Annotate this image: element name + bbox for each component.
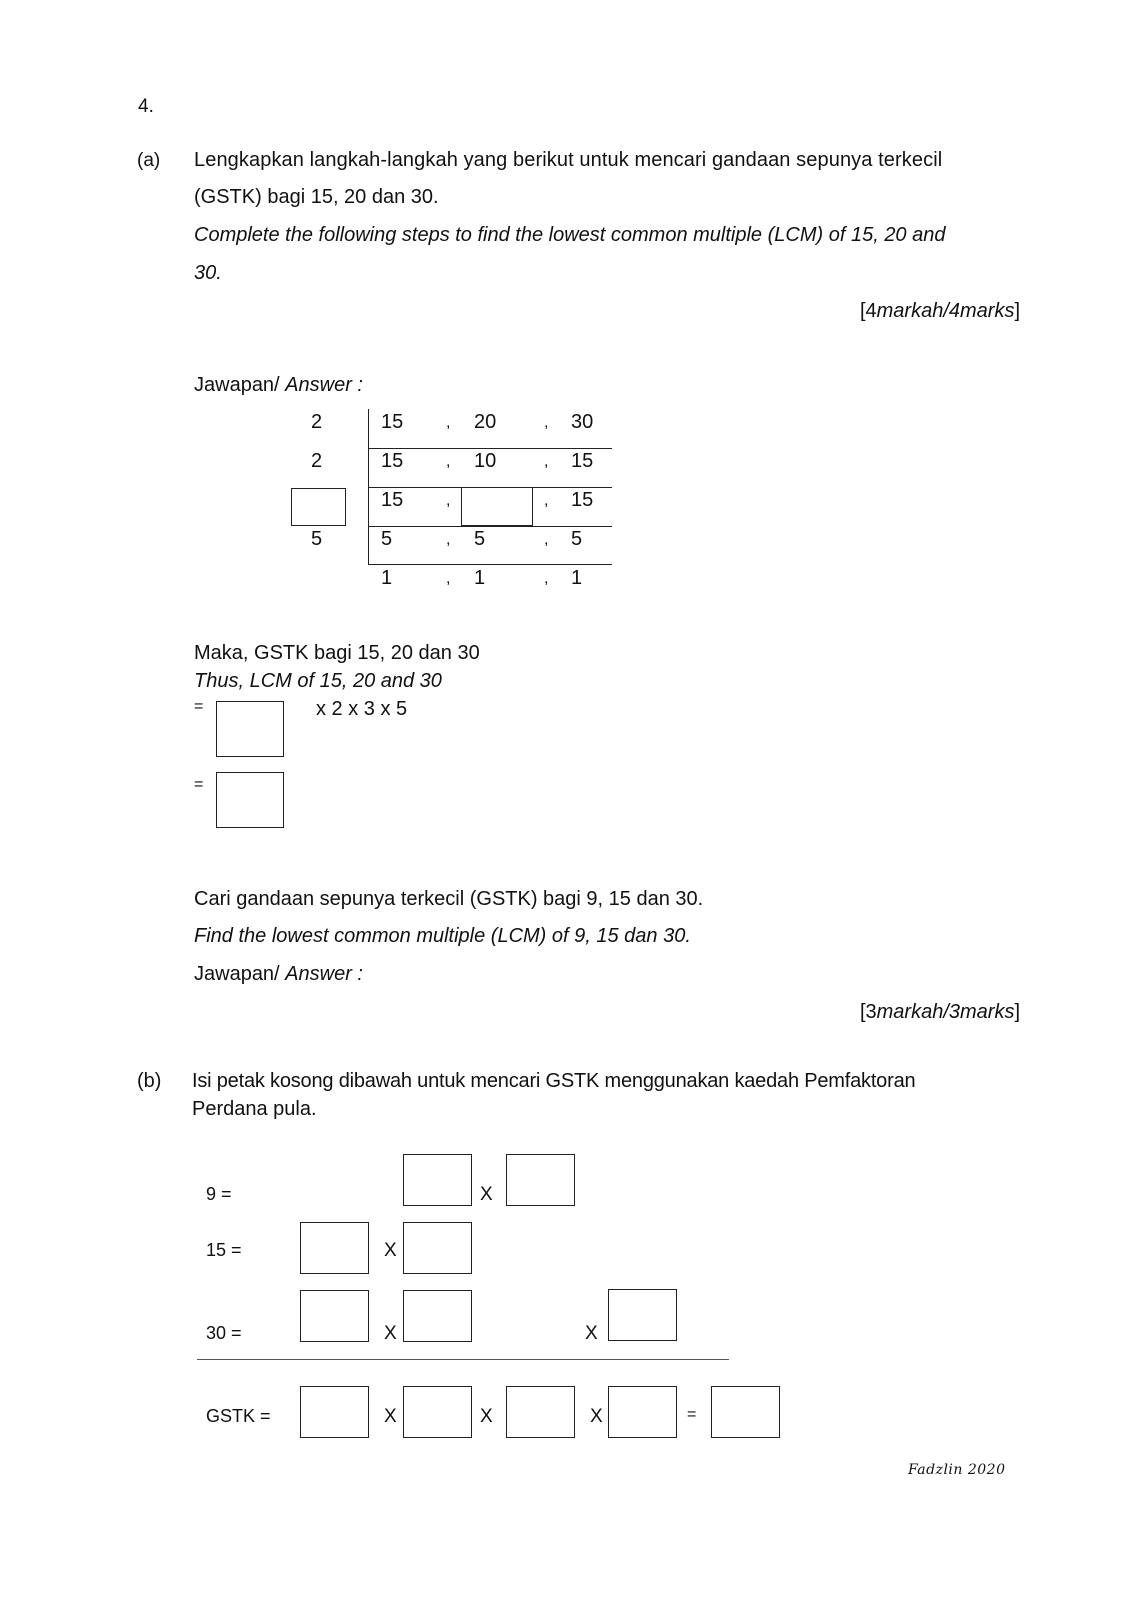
factor-box-15-a[interactable] <box>300 1222 369 1274</box>
question-number: 4. <box>138 96 154 117</box>
answer-label <box>194 374 363 397</box>
marks2-open: [3 <box>859 1001 877 1023</box>
marks-open: [4 <box>859 300 877 322</box>
cell-r3-c3: 15 <box>571 489 594 511</box>
sum-divider <box>197 1359 729 1360</box>
cell-r2-c1: 15 <box>381 450 404 472</box>
factor-box-9-b[interactable] <box>506 1154 575 1206</box>
marks-3 <box>860 1001 1020 1024</box>
divisor-answer-box[interactable] <box>291 488 346 526</box>
times-sign: X <box>384 1406 397 1427</box>
comma: , <box>446 531 451 548</box>
gstk-box-4[interactable] <box>608 1386 677 1438</box>
product-tail: x 2 x 3 x 5 <box>316 698 408 720</box>
part-a-english-line1: Complete the following steps to find the lowest common multiple (LCM) of 15, 20 and <box>194 224 946 246</box>
cell-r4-c1: 5 <box>381 528 393 550</box>
factor-box-30-a[interactable] <box>300 1290 369 1342</box>
gstk-box-3[interactable] <box>506 1386 575 1438</box>
factor-box-30-b[interactable] <box>403 1290 472 1342</box>
comma: , <box>544 492 549 509</box>
cell-r4-c3: 5 <box>571 528 583 550</box>
cell-r4-c2: 5 <box>474 528 486 550</box>
cell-r1-c2: 20 <box>474 411 497 433</box>
marks2-close: ] <box>1014 1001 1020 1023</box>
comma: , <box>446 414 451 431</box>
marks-close: ] <box>1014 300 1020 322</box>
author-signature: Fadzlin 2020 <box>908 1462 1006 1478</box>
thus-english: Thus, LCM of 15, 20 and 30 <box>194 670 442 692</box>
answer-label-english: Answer : <box>285 374 363 396</box>
answer-label-2-malay: Jawapan/ <box>194 963 286 985</box>
row-label-15: 15 = <box>206 1240 242 1260</box>
equals-sign-2: = <box>194 776 204 793</box>
table-line-1 <box>368 448 612 449</box>
comma: , <box>446 492 451 509</box>
factor-box-30-c[interactable] <box>608 1289 677 1341</box>
comma: , <box>544 570 549 587</box>
cell-r1-c3: 30 <box>571 411 594 433</box>
cell-r5-c1: 1 <box>381 567 393 589</box>
table-line-3 <box>368 526 612 527</box>
comma: , <box>446 570 451 587</box>
marks2-text: markah/3marks <box>876 1001 1015 1023</box>
gstk-box-1[interactable] <box>300 1386 369 1438</box>
comma: , <box>544 531 549 548</box>
gstk-result-box[interactable] <box>711 1386 780 1438</box>
part-a-english-line2: 30. <box>194 262 222 284</box>
marks-4 <box>860 300 1020 323</box>
gstk-label: GSTK = <box>206 1406 271 1426</box>
answer-label-2-english: Answer : <box>285 963 363 985</box>
comma: , <box>544 453 549 470</box>
part-b-instruction-line1: Isi petak kosong dibawah untuk mencari GSTK menggunakan kaedah Pemfaktoran <box>192 1070 916 1092</box>
equals-sign-1: = <box>194 698 204 715</box>
comma: , <box>544 414 549 431</box>
part-a-label: (a) <box>137 150 161 171</box>
factor-box-15-b[interactable] <box>403 1222 472 1274</box>
answer-label-malay: Jawapan/ <box>194 374 286 396</box>
factor-box-9-a[interactable] <box>403 1154 472 1206</box>
marks-text: markah/4marks <box>876 300 1015 322</box>
part-b-instruction-line2: Perdana pula. <box>192 1098 317 1120</box>
cell-r2-c2: 10 <box>474 450 497 472</box>
second-question-english: Find the lowest common multiple (LCM) of 9, 15 dan 30. <box>194 925 691 947</box>
divisor-1: 2 <box>311 411 323 433</box>
divisor-2: 2 <box>311 450 323 472</box>
part-a-malay-line2: (GSTK) bagi 15, 20 dan 30. <box>194 186 439 208</box>
times-sign: X <box>480 1184 493 1205</box>
table-line-4 <box>368 564 612 565</box>
comma: , <box>446 453 451 470</box>
gstk-box-2[interactable] <box>403 1386 472 1438</box>
answer-label-2 <box>194 963 363 986</box>
row-label-9: 9 = <box>206 1184 232 1204</box>
second-question-malay: Cari gandaan sepunya terkecil (GSTK) bagi 9, 15 dan 30. <box>194 888 704 910</box>
times-sign: X <box>384 1240 397 1261</box>
part-b-label: (b) <box>137 1070 162 1092</box>
quotient-answer-box[interactable] <box>461 487 533 526</box>
equals-sign: = <box>687 1406 697 1423</box>
cell-r5-c2: 1 <box>474 567 486 589</box>
divisor-4: 5 <box>311 528 323 550</box>
lcm-factor-answer-box[interactable] <box>216 701 284 757</box>
row-label-30: 30 = <box>206 1323 242 1343</box>
part-a-malay-line1: Lengkapkan langkah-langkah yang berikut untuk mencari gandaan sepunya terkecil <box>194 149 943 171</box>
times-sign: X <box>480 1406 493 1427</box>
times-sign: X <box>384 1323 397 1344</box>
cell-r3-c1: 15 <box>381 489 404 511</box>
thus-malay: Maka, GSTK bagi 15, 20 dan 30 <box>194 642 480 664</box>
times-sign: X <box>585 1323 598 1344</box>
lcm-result-answer-box[interactable] <box>216 772 284 828</box>
times-sign: X <box>590 1406 603 1427</box>
cell-r5-c3: 1 <box>571 567 583 589</box>
cell-r2-c3: 15 <box>571 450 594 472</box>
cell-r1-c1: 15 <box>381 411 404 433</box>
